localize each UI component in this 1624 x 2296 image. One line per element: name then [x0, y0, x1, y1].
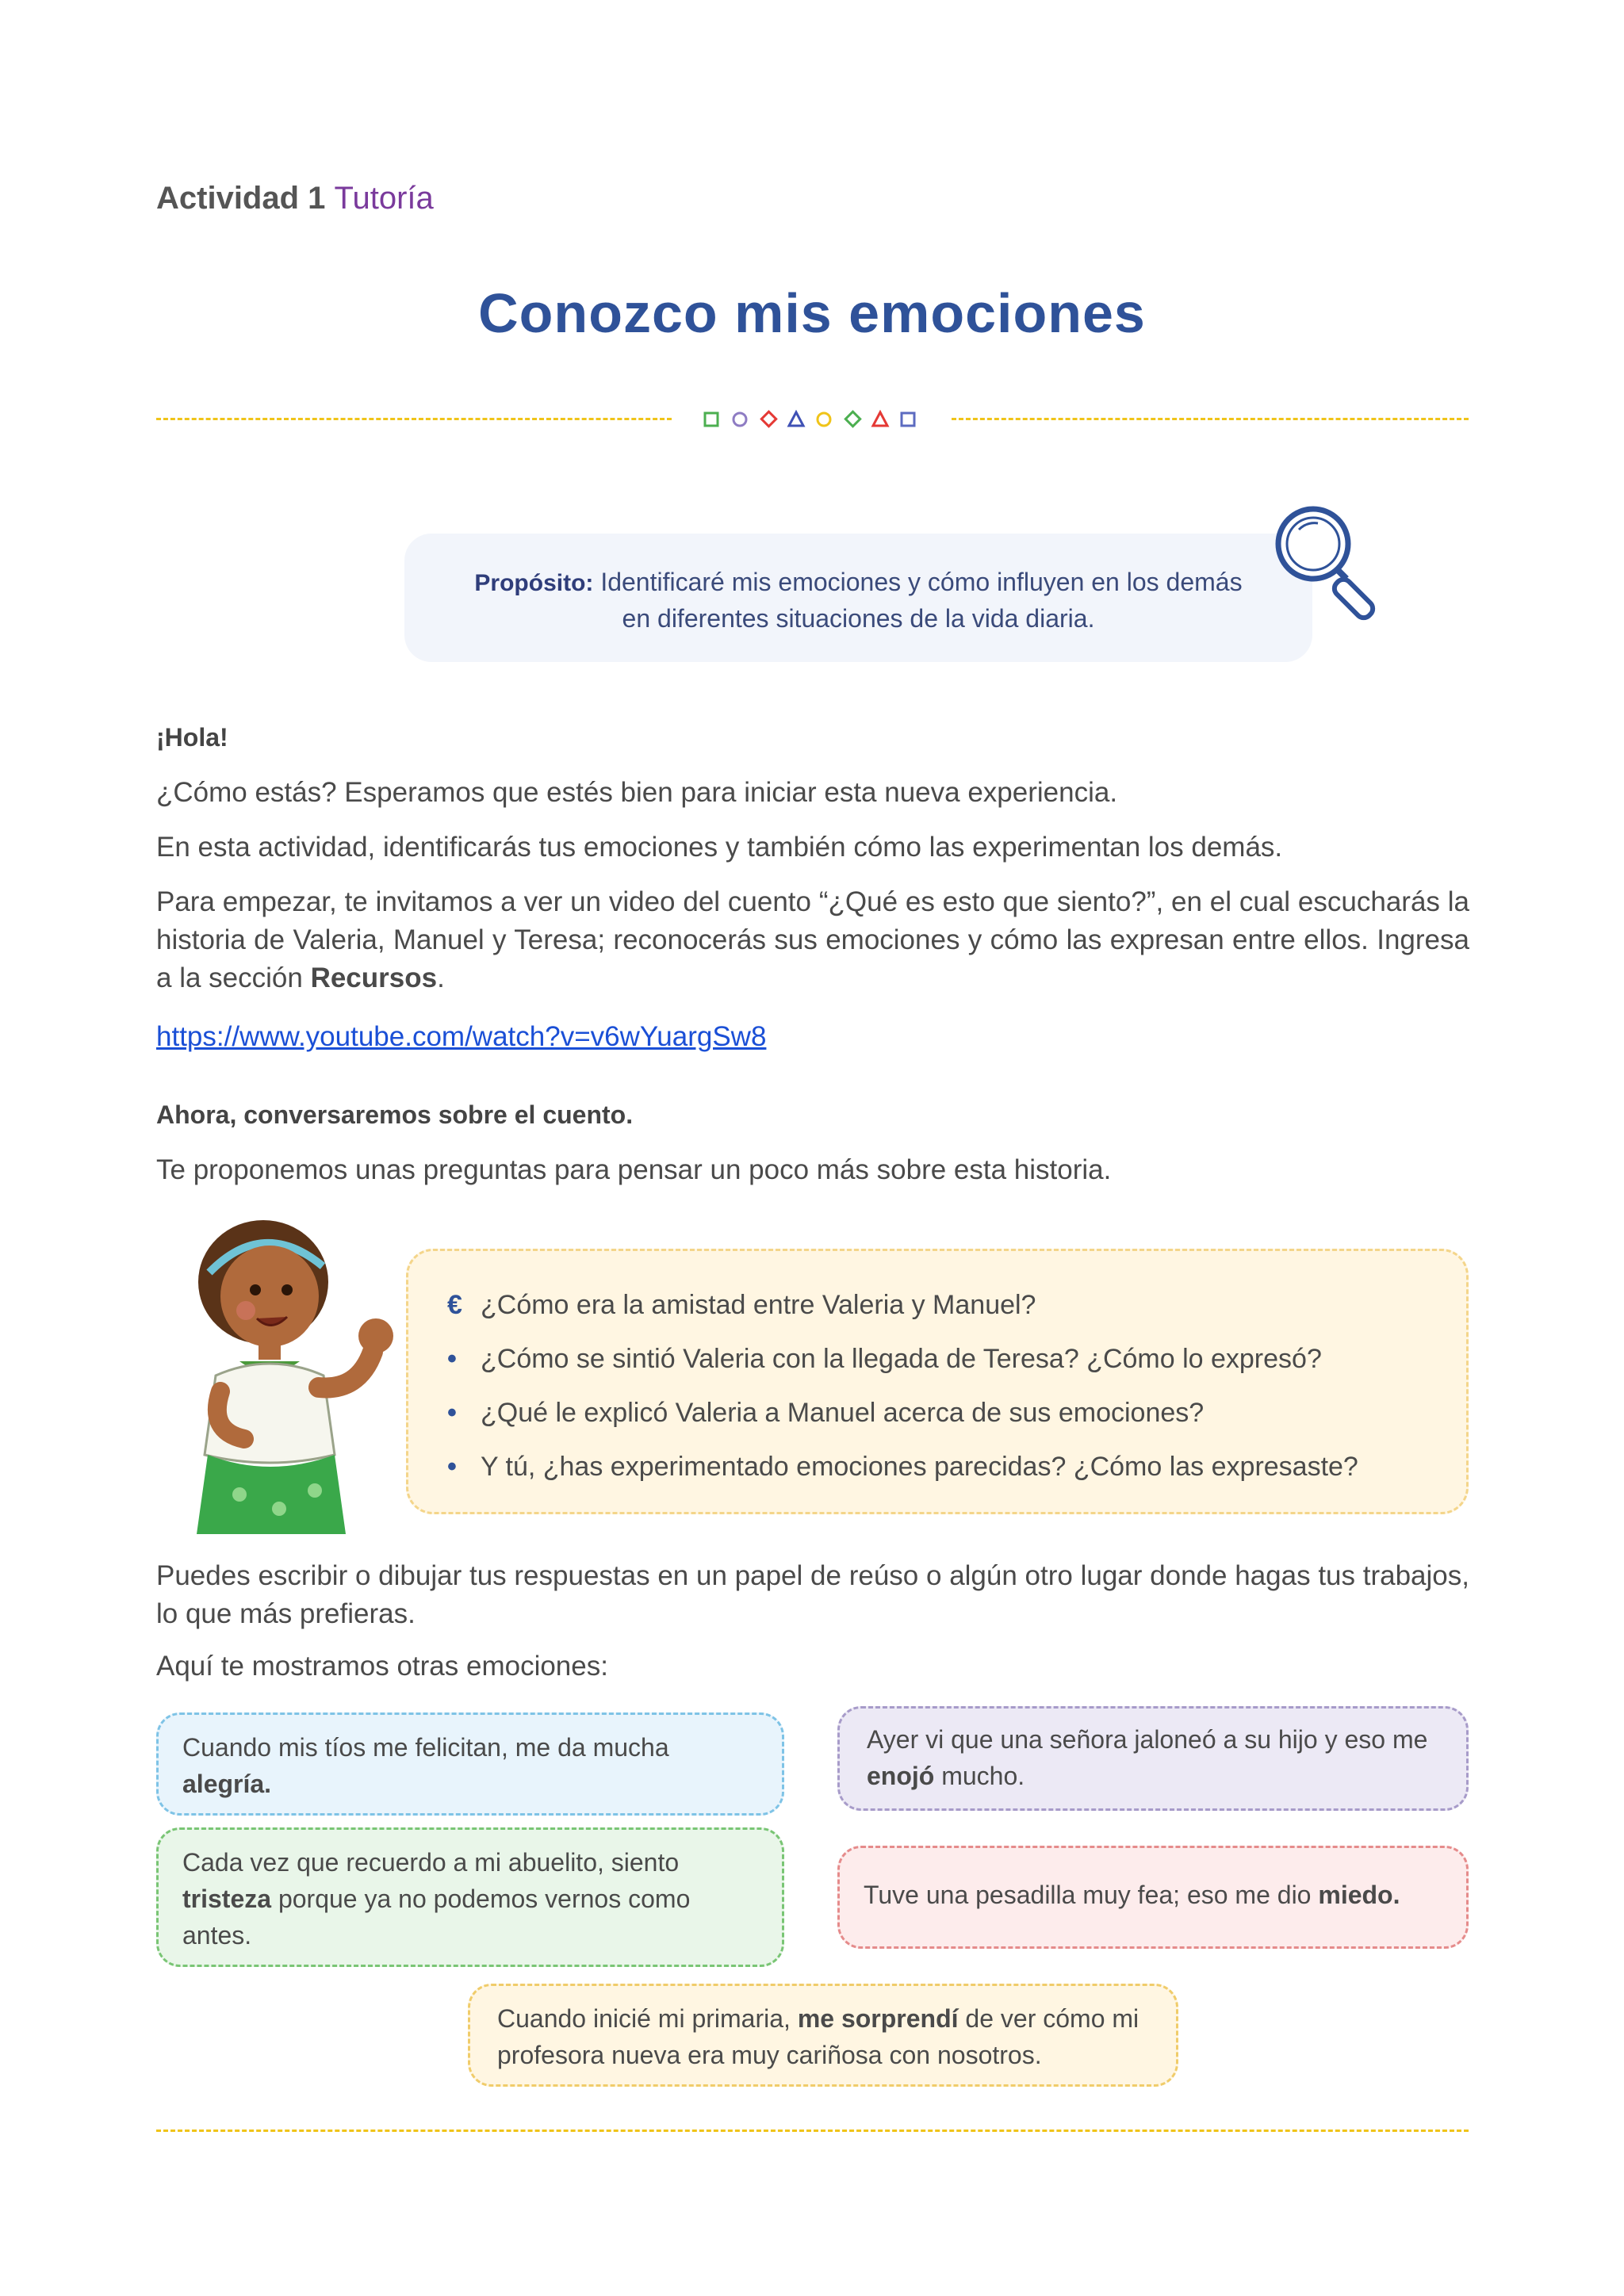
- emotion-card-anger: [837, 1706, 1469, 1811]
- resources-label: Recursos: [310, 962, 438, 993]
- emotion-word: miedo.: [1318, 1881, 1400, 1909]
- emotion-text-end: mucho.: [934, 1762, 1025, 1790]
- activity-heading: [156, 181, 434, 216]
- emotion-text: Tuve una pesadilla muy fea; eso me dio: [864, 1881, 1312, 1909]
- dashed-divider-left: [156, 418, 672, 420]
- purpose-text: [428, 564, 1289, 637]
- emotion-text: Ayer vi que una señora jaloneó a su hijo y eso me: [867, 1725, 1428, 1754]
- shapes-ornament-icon: [701, 409, 923, 431]
- purpose-line-1: Identificaré mis emociones y cómo influyen en los demás: [600, 568, 1243, 596]
- emotion-line: [182, 1881, 758, 1954]
- purpose-line-2: en diferentes situaciones de la vida diaria.: [622, 604, 1095, 633]
- list-item: [447, 1278, 1462, 1332]
- emotion-card-joy: [156, 1712, 784, 1816]
- emotion-text-end: de ver cómo mi profesora nueva era muy cariñosa con nosotros.: [497, 2004, 1139, 2069]
- bullet: •: [447, 1452, 457, 1482]
- emotion-text: Cada vez que recuerdo a mi abuelito, siento: [182, 1848, 680, 1877]
- intro-paragraph-3-end: .: [437, 962, 445, 993]
- question-text: ¿Cómo era la amistad entre Valeria y Manuel?: [481, 1290, 1036, 1320]
- activity-subject: Tutoría: [334, 181, 434, 216]
- greeting: ¡Hola!: [156, 723, 228, 752]
- emotion-word: enojó: [867, 1762, 935, 1790]
- magnifier-icon: [1267, 498, 1386, 625]
- girl-illustration-icon: [176, 1217, 414, 1534]
- emotion-card-sadness: [156, 1827, 784, 1967]
- video-link[interactable]: https://www.youtube.com/watch?v=v6wYuargSw8: [156, 1021, 767, 1052]
- emotion-text-end: porque ya no podemos vernos como antes.: [182, 1885, 691, 1950]
- activity-label: Actividad 1: [156, 181, 326, 216]
- emotion-text: Cuando inicié mi primaria,: [497, 2004, 791, 2033]
- intro-paragraph-3-text: Para empezar, te invitamos a ver un video del cuento “¿Qué es esto que siento?”, en el cual escucharás la historia de Valeria, Manuel y Teresa; reconocerás sus emociones y cómo las expresan entre ellos. Ingresa a la sección: [156, 886, 1469, 993]
- intro-paragraph-1: ¿Cómo estás? Esperamos que estés bien para iniciar esta nueva experiencia.: [156, 777, 1118, 808]
- conversation-lead: Te proponemos unas preguntas para pensar un poco más sobre esta historia.: [156, 1154, 1112, 1185]
- list-item: [447, 1332, 1462, 1386]
- list-item: [447, 1440, 1462, 1494]
- emotion-card-fear: [837, 1846, 1469, 1949]
- question-text: ¿Cómo se sintió Valeria con la llegada de Teresa? ¿Cómo lo expresó?: [481, 1344, 1322, 1374]
- bullet: •: [447, 1398, 457, 1428]
- emotion-word: tristeza: [182, 1885, 272, 1913]
- bullet: €: [447, 1290, 462, 1320]
- dashed-divider-right: [952, 418, 1469, 420]
- emotion-text: Cuando mis tíos me felicitan, me da mucha: [182, 1733, 669, 1762]
- emotion-card-surprise: [468, 1984, 1178, 2087]
- intro-paragraph-2: En esta actividad, identificarás tus emociones y también cómo las experimentan los demás.: [156, 832, 1283, 863]
- intro-paragraph-3: [156, 883, 1469, 997]
- question-text: Y tú, ¿has experimentado emociones parecidas? ¿Cómo las expresaste?: [481, 1452, 1358, 1482]
- questions-list: [447, 1278, 1462, 1494]
- emotion-line: [864, 1877, 1442, 1913]
- conversation-heading: Ahora, conversaremos sobre el cuento.: [156, 1100, 634, 1129]
- purpose-label: Propósito:: [474, 570, 594, 596]
- emotion-line: [497, 2000, 1149, 2073]
- emotion-word: alegría.: [182, 1770, 272, 1798]
- page-title: Conozco mis emociones: [478, 282, 1146, 344]
- other-emotions-lead: Aquí te mostramos otras emociones:: [156, 1651, 608, 1682]
- followup-paragraph: Puedes escribir o dibujar tus respuestas en un papel de reúso o algún otro lugar donde hagas tus trabajos, lo que más prefieras.: [156, 1560, 1469, 1629]
- emotion-word: me sorprendí: [797, 2004, 959, 2033]
- question-text: ¿Qué le explicó Valeria a Manuel acerca de sus emociones?: [481, 1398, 1205, 1428]
- dashed-divider-bottom: [156, 2130, 1469, 2132]
- bullet: •: [447, 1344, 457, 1374]
- emotion-line: [867, 1758, 1439, 1794]
- list-item: [447, 1386, 1462, 1440]
